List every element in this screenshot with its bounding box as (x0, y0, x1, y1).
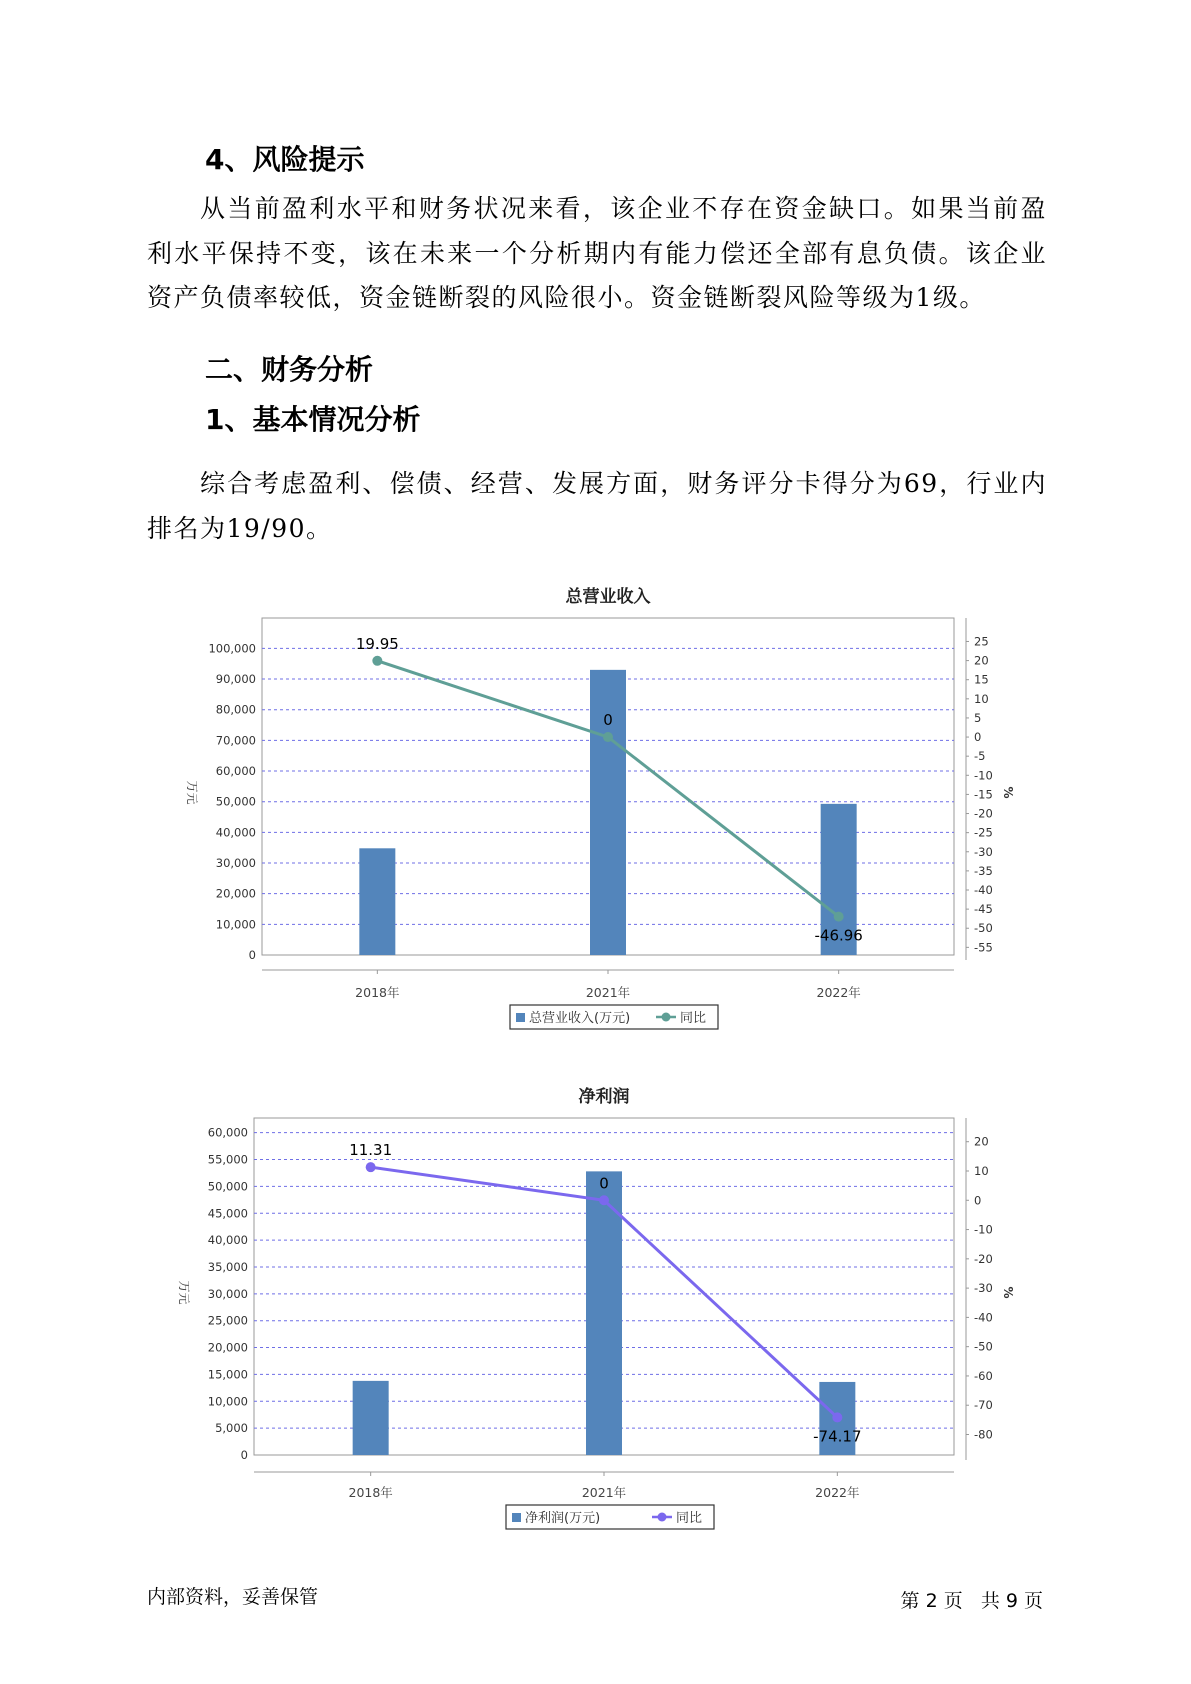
basic-paragraph: 综合考虑盈利、偿债、经营、发展方面，财务评分卡得分为69，行业内排名为19/90。 (147, 469, 1047, 543)
y2-tick-label: -50 (974, 921, 993, 936)
y2-tick-label: 10 (974, 691, 989, 706)
y-tick-label: 60,000 (215, 764, 256, 779)
y-tick-label: 55,000 (207, 1152, 248, 1167)
y2-tick-label: -15 (974, 787, 993, 802)
finance-heading: 二、财务分析 (205, 353, 374, 386)
y2-tick-label: 20 (974, 653, 989, 668)
legend-bar-label: 净利润(万元) (525, 1511, 601, 1526)
y-tick-label: 80,000 (215, 702, 256, 717)
footer-confidential-note: 内部资料，妥善保管 (147, 1586, 319, 1608)
legend-bar-swatch (512, 1513, 521, 1522)
legend-line-marker (662, 1013, 671, 1022)
yoy-marker (372, 656, 382, 666)
x-tick-label: 2021年 (581, 1485, 627, 1500)
y2-tick-label: 15 (974, 672, 989, 687)
y-tick-label: 10,000 (215, 917, 256, 932)
yoy-marker (603, 732, 613, 742)
legend-bar-swatch (516, 1013, 525, 1022)
y2-tick-label: -20 (974, 1251, 993, 1266)
x-tick-label: 2018年 (355, 985, 400, 1000)
y-tick-label: 90,000 (215, 672, 256, 687)
yoy-data-label: 0 (599, 1174, 609, 1193)
yoy-data-label: -46.96 (814, 926, 863, 945)
y2-tick-label: -35 (974, 863, 993, 878)
x-tick-label: 2022年 (815, 1485, 860, 1500)
y2-tick-label: -10 (974, 1222, 993, 1237)
legend-bar-label: 总营业收入(万元) (529, 1011, 631, 1026)
revenue-chart (170, 580, 1015, 1050)
yoy-data-label: 19.95 (355, 634, 399, 653)
x-tick-label: 2021年 (585, 985, 631, 1000)
y-tick-label: 0 (240, 1448, 248, 1462)
y-tick-label: 60,000 (207, 1125, 248, 1140)
chart-title: 净利润 (578, 1087, 630, 1107)
y2-tick-label: -70 (974, 1398, 993, 1413)
y2-tick-label: -55 (974, 940, 993, 955)
y2-tick-label: 0 (974, 1193, 982, 1208)
y2-tick-label: -25 (974, 825, 993, 840)
yoy-marker (834, 912, 844, 922)
yoy-data-label: 0 (603, 711, 613, 730)
net-profit-chart (170, 1080, 1015, 1550)
y2-tick-label: -5 (974, 749, 986, 764)
y2-axis-label: % (1001, 786, 1015, 799)
yoy-marker (832, 1412, 842, 1422)
y2-tick-label: -60 (974, 1368, 993, 1383)
chart-title: 总营业收入 (565, 587, 651, 607)
y2-tick-label: 10 (974, 1163, 989, 1178)
y-tick-label: 50,000 (215, 794, 256, 809)
basic-heading: 1、基本情况分析 (205, 403, 421, 436)
y2-tick-label: -30 (974, 1281, 993, 1296)
y2-axis-label: % (1001, 1286, 1015, 1299)
x-tick-label: 2018年 (348, 1485, 393, 1500)
y2-tick-label: 5 (974, 710, 982, 725)
y-tick-label: 70,000 (215, 733, 256, 748)
risk-paragraph: 从当前盈利水平和财务状况来看，该企业不存在资金缺口。如果当前盈利水平保持不变，该在未来一个分析期内有能力偿还全部有息负债。该企业资产负债率较低，资金链断裂的风险很小。资金链断裂风险等级为1级。 (147, 194, 1047, 312)
y-tick-label: 50,000 (207, 1179, 248, 1194)
y2-tick-label: 20 (974, 1134, 989, 1149)
y2-tick-label: -40 (974, 1310, 993, 1325)
y-tick-label: 5,000 (215, 1421, 248, 1436)
legend-line-marker (658, 1513, 667, 1522)
y-tick-label: 10,000 (207, 1394, 248, 1409)
y-tick-label: 30,000 (207, 1286, 248, 1301)
yoy-data-label: -74.17 (813, 1427, 862, 1446)
y-tick-label: 20,000 (215, 886, 256, 901)
y-tick-label: 45,000 (207, 1206, 248, 1221)
y2-tick-label: -80 (974, 1427, 993, 1442)
yoy-marker (599, 1195, 609, 1205)
y2-tick-label: -30 (974, 844, 993, 859)
y2-tick-label: 0 (974, 730, 982, 745)
y2-tick-label: -20 (974, 806, 993, 821)
y-axis-label: 万元 (185, 780, 199, 805)
y2-tick-label: -40 (974, 883, 993, 897)
y-tick-label: 30,000 (215, 856, 256, 871)
legend-line-label: 同比 (676, 1511, 703, 1526)
y-tick-label: 40,000 (215, 825, 256, 840)
yoy-marker (366, 1162, 376, 1172)
bar-2018年 (359, 848, 395, 955)
y-tick-label: 20,000 (207, 1340, 248, 1355)
y2-tick-label: 25 (974, 634, 989, 649)
y-tick-label: 40,000 (207, 1233, 248, 1248)
x-tick-label: 2022年 (816, 985, 861, 1000)
y-axis-label: 万元 (177, 1280, 191, 1305)
y2-tick-label: -50 (974, 1339, 993, 1354)
legend-line-label: 同比 (680, 1011, 707, 1026)
y-tick-label: 35,000 (207, 1259, 248, 1274)
y2-tick-label: -45 (974, 902, 993, 917)
y2-tick-label: -10 (974, 768, 993, 783)
bar-2018年 (353, 1381, 389, 1455)
y-tick-label: 25,000 (207, 1313, 248, 1328)
yoy-data-label: 11.31 (349, 1141, 393, 1160)
risk-heading: 4、风险提示 (205, 143, 365, 176)
footer-page-number: 第 2 页 共 9 页 (900, 1590, 1043, 1612)
y-tick-label: 100,000 (208, 641, 256, 656)
y-tick-label: 0 (248, 948, 256, 962)
y-tick-label: 15,000 (207, 1367, 248, 1382)
